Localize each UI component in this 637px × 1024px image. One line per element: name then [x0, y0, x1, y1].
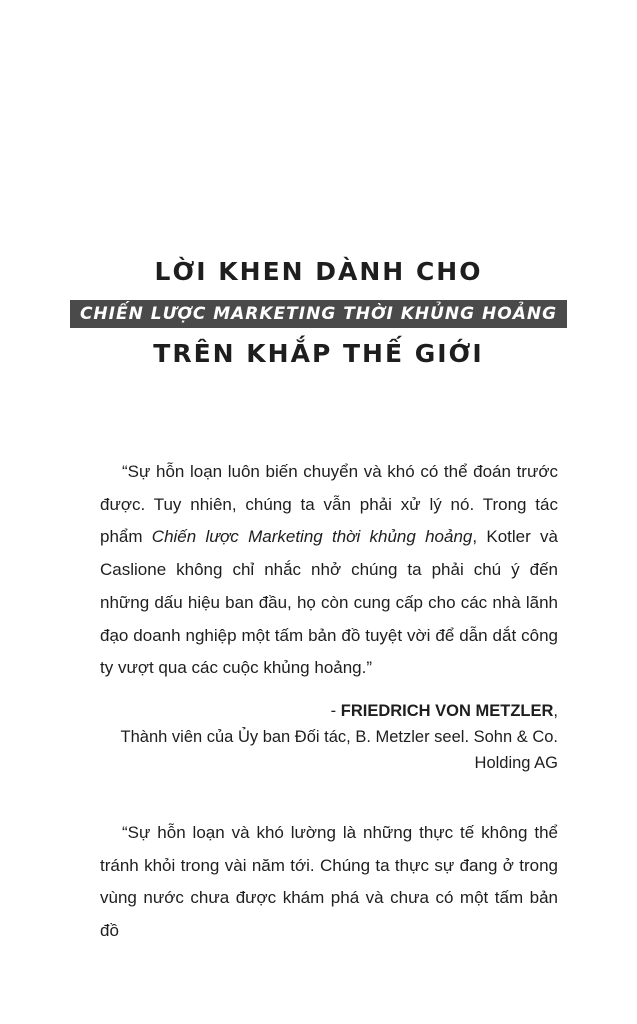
quote2-text: “Sự hỗn loạn và khó lường là những thực tế không thể tránh khỏi trong vài năm tới. Chúng ta thực sự đang ở trong vùng nước chưa được khám phá và chưa có một tấm bản đồ — [100, 823, 558, 941]
quote1-attribution — [88, 698, 558, 776]
attribution-comma: , — [553, 702, 558, 720]
quote1-text-part1: “Sự hỗn loạn luôn biến chuyển và khó có thể đoán trước được. Tuy nhiên, chúng ta vẫn phải xử lý nó. Trong tác phẩm — [100, 462, 558, 547]
attribution-name: FRIEDRICH VON METZLER — [340, 702, 554, 720]
attribution-name-line — [88, 698, 558, 724]
quote1-text-part2: , Kotler và Caslione không chỉ nhắc nhở chúng ta phải chú ý đến những dấu hiệu ban đầu, họ còn cung cấp cho các nhà lãnh đạo doanh nghiệp một tấm bản đồ tuyệt vời để dẫn dắt công ty vượt qua các cuộc khủng hoảng.” — [100, 527, 558, 678]
praise-quote-1 — [100, 456, 558, 685]
book-title-banner: CHIẾN LƯỢC MARKETING THỜI KHỦNG HOẢNG — [70, 300, 567, 328]
quote1-book-title: Chiến lược Marketing thời khủng hoảng — [151, 527, 473, 547]
heading-line-worldwide: TRÊN KHẮP THẾ GIỚI — [153, 339, 484, 368]
attribution-company: Holding AG — [474, 754, 558, 772]
heading-line-praise: LỜI KHEN DÀNH CHO — [154, 257, 483, 286]
page-heading — [0, 252, 637, 374]
attribution-role: Thành viên của Ủy ban Đối tác, B. Metzler seel. Sohn & Co. — [120, 728, 558, 746]
praise-quote-2 — [100, 817, 558, 948]
attribution-dash: - — [330, 702, 341, 720]
